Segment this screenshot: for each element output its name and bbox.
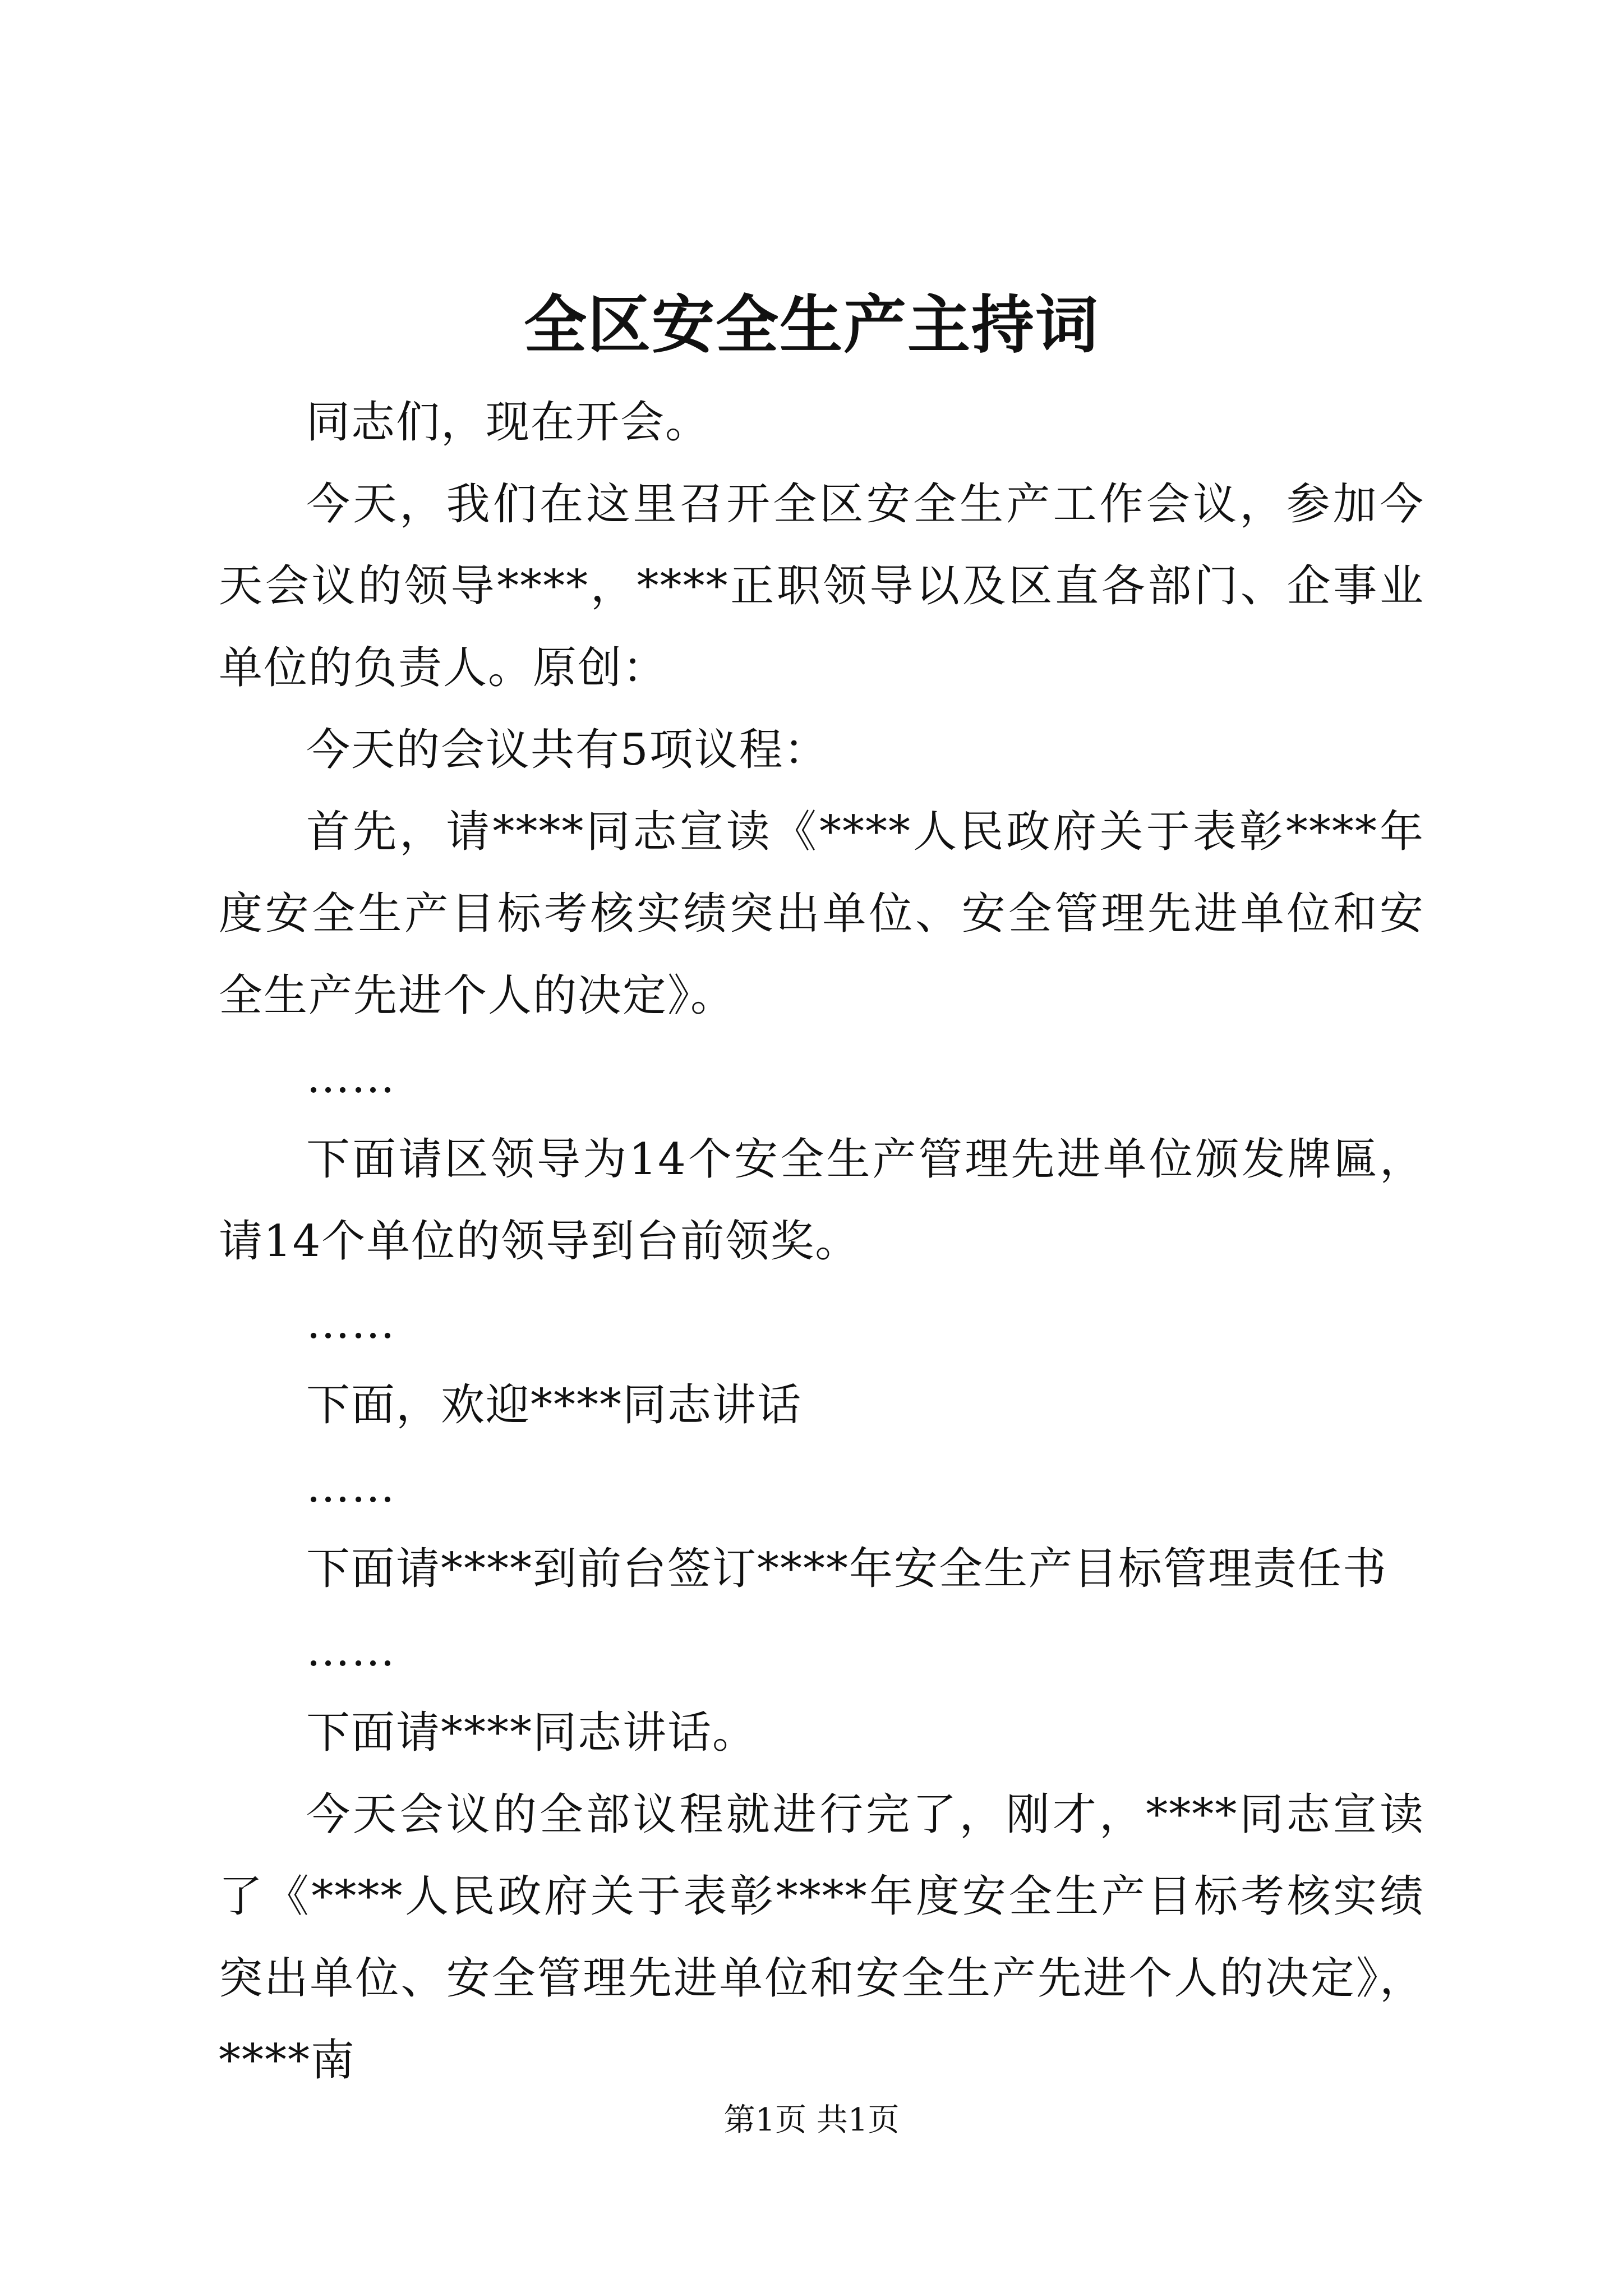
ellipsis-line: …… [306,1298,396,1349]
page-footer: 第1页 共1页 [723,2102,900,2138]
paragraph: 今天，我们在这里召开全区安全生产工作会议，参加今天会议的领导****，****正职领导以及区直各部门、企事业单位的负责人。原创： [219,479,1424,693]
paragraph: 今天的会议共有5项议程： [306,725,829,775]
paragraph: 下面请****到前台签订****年安全生产目标管理责任书 [306,1544,1388,1594]
ellipsis-line: …… [306,1462,396,1512]
paragraph: 首先，请****同志宣读《****人民政府关于表彰****年度安全生产目标考核实绩突出单位、安全管理先进单位和安全生产先进个人的决定》。 [219,807,1424,1021]
paragraph: 下面请区领导为14个安全生产管理先进单位颁发牌匾，请14个单位的领导到台前领奖。 [219,1134,1424,1267]
paragraph: 下面，欢迎****同志讲话 [306,1380,803,1430]
ellipsis-line: …… [306,1052,396,1103]
document-body [219,381,1424,2101]
ellipsis-line: …… [306,1626,396,1676]
paragraph: 今天会议的全部议程就进行完了，刚才，****同志宣读了《****人民政府关于表彰****年度安全生产目标考核实绩突出单位、安全管理先进单位和安全生产先进个人的决定》，****南 [219,1789,1424,2086]
document-title: 全区安全生产主持词 [524,288,1099,362]
paragraph: 同志们，现在开会。 [306,397,711,448]
paragraph: 下面请****同志讲话。 [306,1708,758,1758]
